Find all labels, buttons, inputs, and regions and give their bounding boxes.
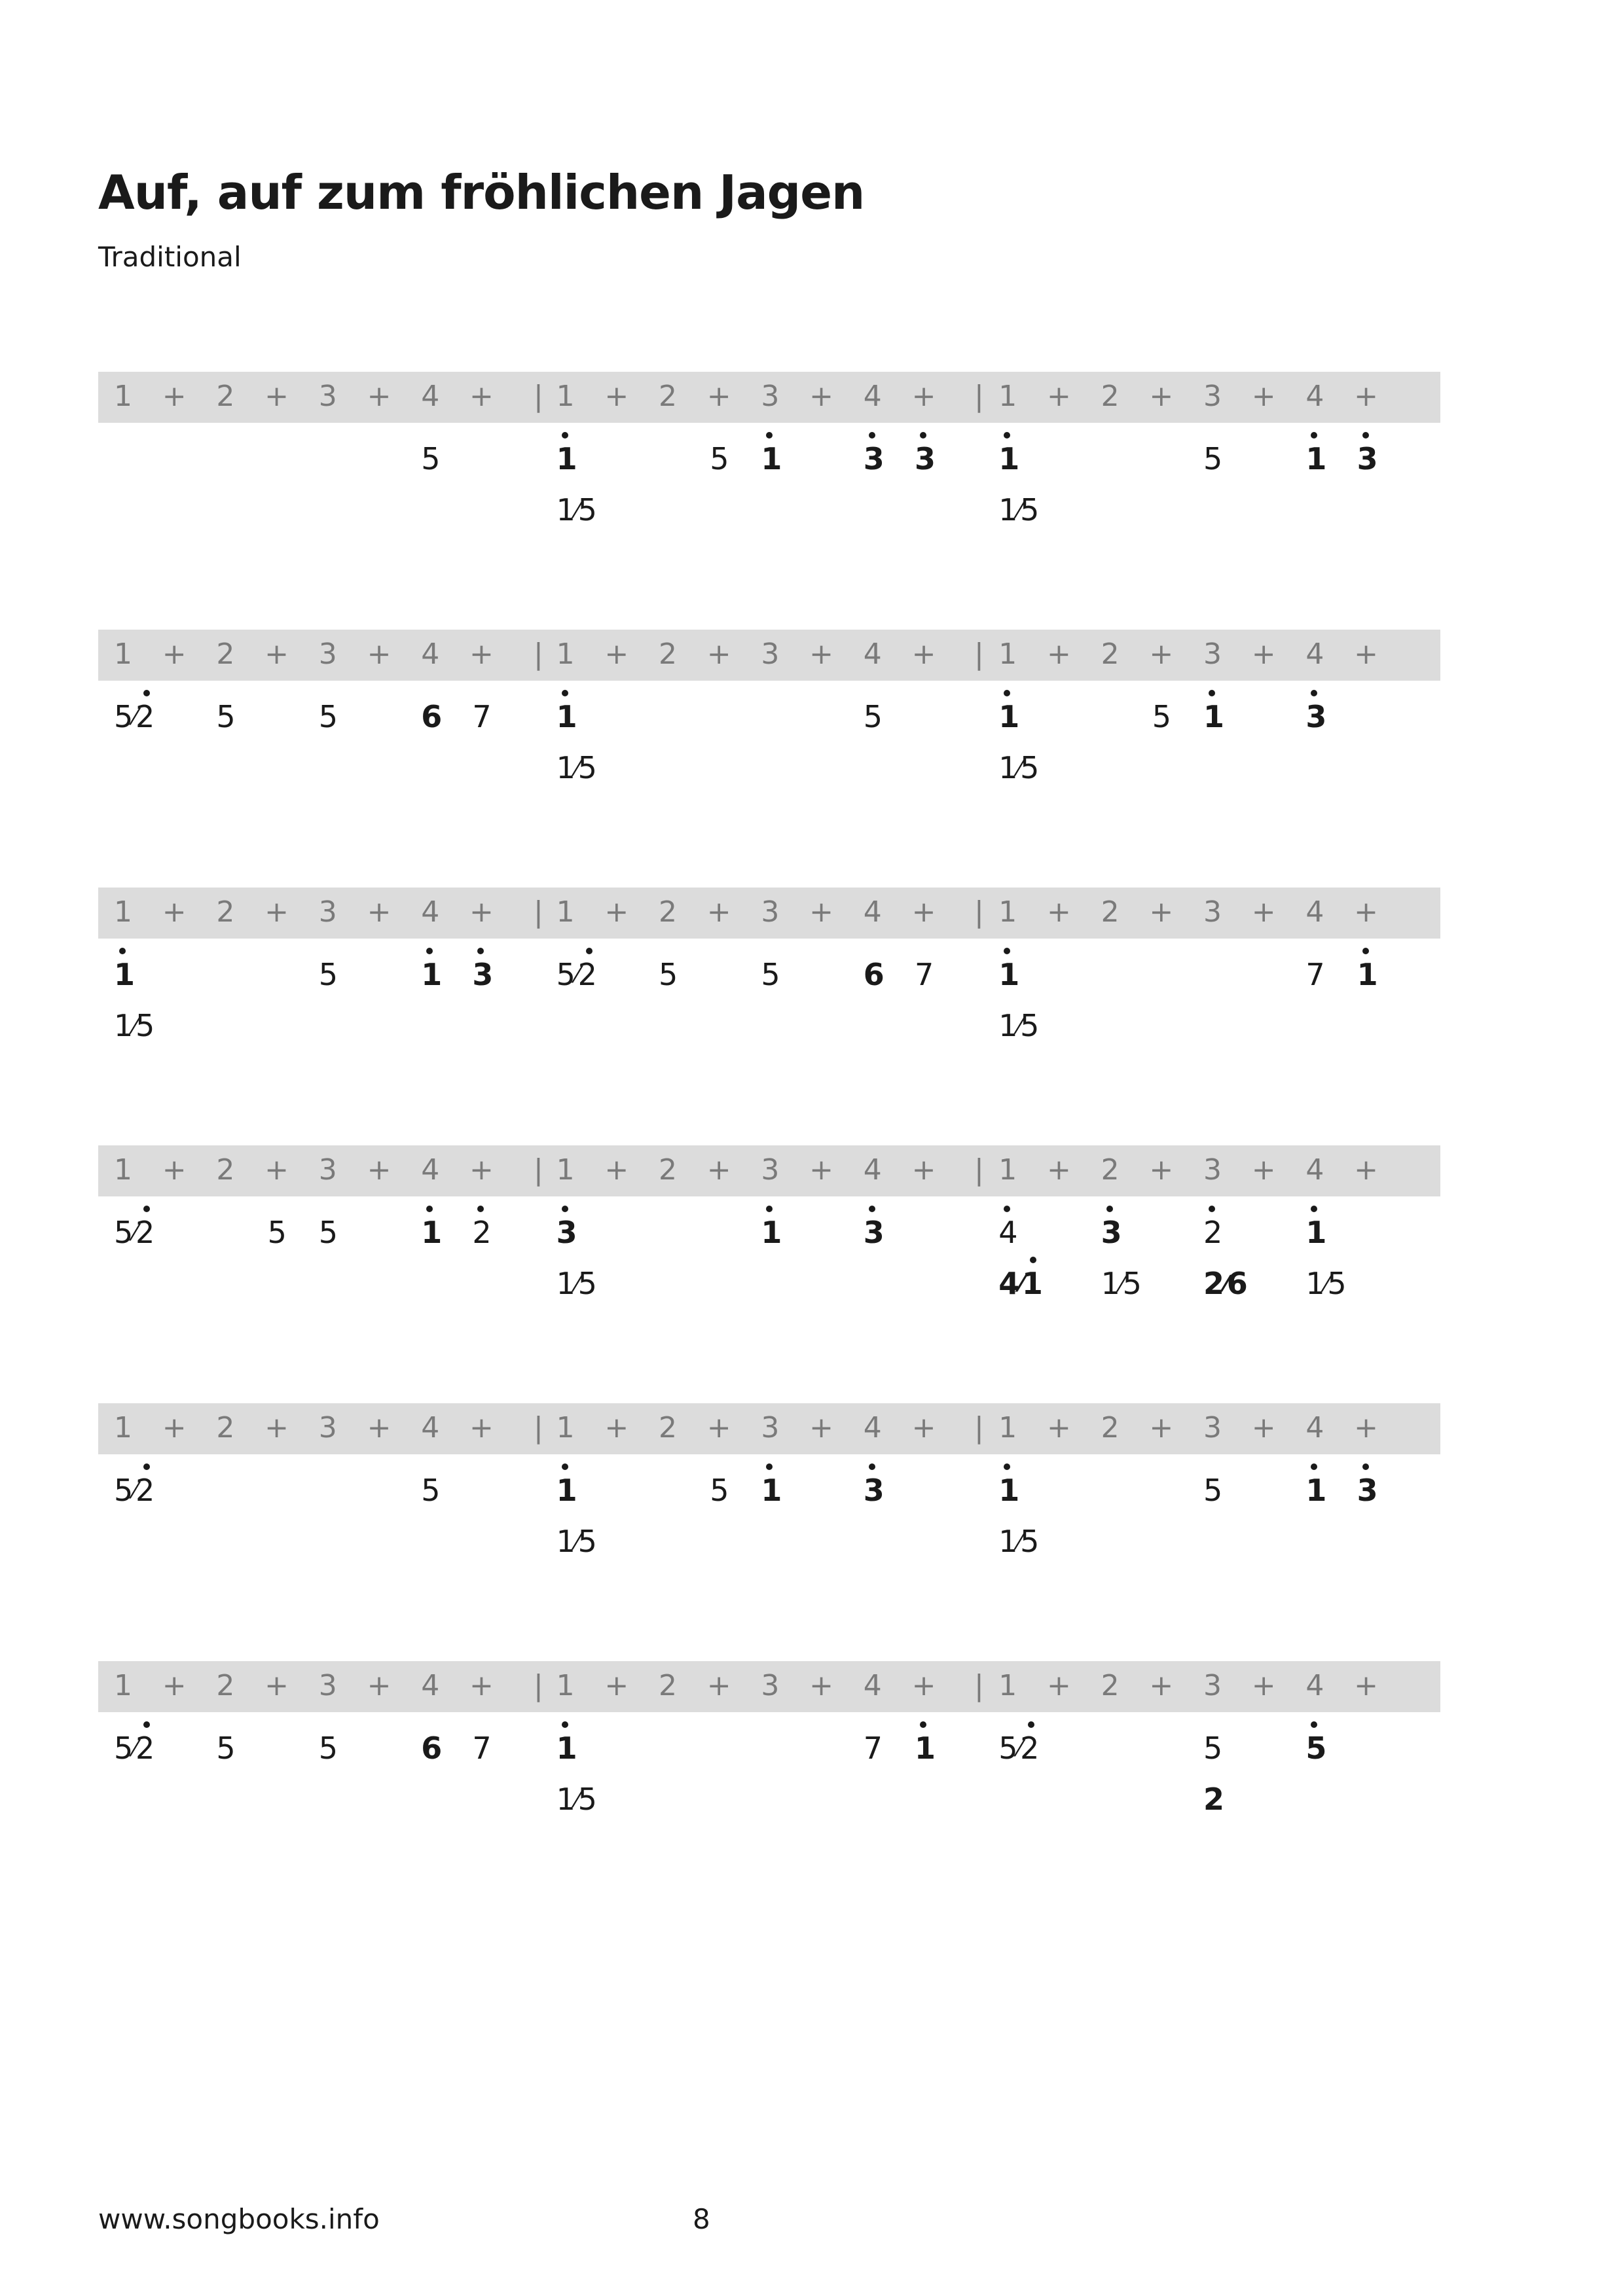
melody-note: 5⁄2	[998, 1733, 1039, 1763]
measure-separator: |	[974, 895, 984, 929]
beat-label: 4	[863, 1153, 882, 1187]
beat-label: +	[1251, 895, 1276, 929]
melody-note: 5	[1203, 1473, 1223, 1508]
octave-dot	[426, 1206, 433, 1212]
beat-label: +	[367, 637, 392, 671]
beat-label: 3	[318, 895, 337, 929]
beat-label: 3	[318, 1669, 337, 1702]
octave-dot	[1004, 1206, 1010, 1212]
octave-dot	[1209, 690, 1215, 696]
melody-note: 1	[761, 444, 782, 474]
beat-label: 2	[1101, 380, 1120, 413]
melody-note: 5	[267, 1215, 287, 1250]
beat-label: 2	[659, 380, 677, 413]
octave-dot	[869, 432, 875, 439]
beat-label: 4	[1305, 1411, 1324, 1444]
beat-label: +	[1046, 1669, 1071, 1702]
octave-dot	[562, 1721, 568, 1728]
beat-label: 2	[216, 637, 235, 671]
melody-note: 1	[556, 444, 577, 474]
octave-dot	[1311, 1721, 1317, 1728]
melody-note: 1	[998, 444, 1019, 474]
beat-label: +	[367, 1669, 392, 1702]
beat-label: +	[162, 1669, 187, 1702]
melody-note: 5	[216, 1731, 236, 1766]
beat-label: +	[367, 1153, 392, 1187]
beat-label: 2	[659, 637, 677, 671]
melody-note: 7	[1305, 957, 1325, 992]
beat-label: 4	[1305, 1153, 1324, 1187]
octave-dot	[1311, 432, 1317, 439]
chord-note: 1⁄5	[998, 1524, 1040, 1559]
chord-note: 1⁄5	[556, 1782, 597, 1817]
melody-note: 5	[1305, 1733, 1326, 1763]
beat-label: 4	[1305, 637, 1324, 671]
beat-label: +	[706, 1153, 731, 1187]
octave-dot	[562, 432, 568, 439]
beat-label: 2	[1101, 1411, 1120, 1444]
beat-label: +	[911, 380, 936, 413]
beat-label: +	[1149, 1153, 1174, 1187]
beat-label: +	[469, 1153, 494, 1187]
beat-label: +	[1354, 380, 1379, 413]
beat-label: +	[1354, 637, 1379, 671]
tab-system	[0, 372, 1623, 555]
beat-label: 4	[421, 637, 440, 671]
beat-label: 1	[998, 1669, 1017, 1702]
beat-label: 2	[659, 895, 677, 929]
beat-label: +	[469, 1411, 494, 1444]
octave-dot	[562, 1463, 568, 1470]
melody-note: 1	[915, 1733, 936, 1763]
melody-note: 1	[761, 1217, 782, 1247]
tab-system	[0, 630, 1623, 813]
melody-note: 1	[1305, 1217, 1326, 1247]
beat-label: +	[1251, 637, 1276, 671]
octave-dot	[1004, 1463, 1010, 1470]
melody-note: 5⁄2	[114, 1217, 155, 1247]
composer-credit: Traditional	[98, 241, 242, 273]
octave-dot	[562, 690, 568, 696]
beat-label: 4	[421, 1153, 440, 1187]
beat-label: +	[809, 1669, 834, 1702]
beat-label: +	[809, 895, 834, 929]
melody-note: 3	[556, 1217, 577, 1247]
beat-label: 2	[216, 1411, 235, 1444]
tab-system	[0, 1661, 1623, 1844]
beat-label: +	[162, 1411, 187, 1444]
melody-note: 5	[318, 699, 338, 734]
beat-label: +	[1046, 380, 1071, 413]
page-number: 8	[693, 2203, 710, 2235]
melody-note: 1	[556, 702, 577, 732]
melody-note: 6	[421, 699, 443, 734]
octave-dot	[1311, 690, 1317, 696]
beat-label: +	[911, 1669, 936, 1702]
melody-note: 7	[915, 957, 934, 992]
beat-label: +	[264, 637, 289, 671]
beat-label: +	[264, 895, 289, 929]
chord-note: 1⁄5	[556, 750, 597, 785]
beat-label: 2	[1101, 637, 1120, 671]
beat-label: +	[264, 1411, 289, 1444]
beat-label: +	[1354, 1669, 1379, 1702]
octave-dot	[920, 432, 926, 439]
beat-label: 4	[421, 1669, 440, 1702]
octave-dot	[1004, 432, 1010, 439]
melody-note: 5	[710, 441, 729, 476]
octave-dot	[477, 1206, 484, 1212]
beat-label: 1	[998, 637, 1017, 671]
measure-separator: |	[974, 1411, 984, 1444]
beat-label: 2	[216, 380, 235, 413]
measure-separator: |	[534, 637, 543, 671]
melody-note: 1	[998, 1475, 1019, 1505]
beat-label: +	[809, 637, 834, 671]
octave-dot	[477, 948, 484, 954]
beat-label: 3	[761, 380, 780, 413]
beat-label: +	[706, 1411, 731, 1444]
melody-note: 1	[1357, 960, 1378, 990]
melody-note: 1	[556, 1475, 577, 1505]
beat-label: +	[911, 637, 936, 671]
beat-label: +	[1251, 1153, 1276, 1187]
beat-label: +	[1354, 1153, 1379, 1187]
beat-label: +	[809, 380, 834, 413]
beat-label: +	[367, 895, 392, 929]
beat-label: 1	[114, 1669, 132, 1702]
beat-label: 4	[863, 895, 882, 929]
melody-note: 6	[863, 957, 884, 992]
beat-label: 2	[659, 1669, 677, 1702]
beat-label: +	[367, 1411, 392, 1444]
melody-note: 2	[472, 1217, 491, 1247]
beat-label: +	[1251, 380, 1276, 413]
melody-note: 4	[998, 1217, 1017, 1247]
melody-note: 6	[421, 1731, 443, 1766]
beat-label: +	[1354, 895, 1379, 929]
melody-note: 7	[472, 1731, 492, 1766]
melody-note: 3	[472, 960, 493, 990]
melody-note: 3	[1305, 702, 1326, 732]
beat-label: +	[469, 380, 494, 413]
octave-dot	[1106, 1206, 1113, 1212]
beat-label: +	[1046, 1153, 1071, 1187]
song-title: Auf, auf zum fröhlichen Jagen	[98, 165, 865, 220]
beat-label: +	[469, 637, 494, 671]
octave-dot	[1311, 1463, 1317, 1470]
octave-dot	[1362, 948, 1369, 954]
beat-label: +	[911, 1153, 936, 1187]
beat-label: 3	[318, 637, 337, 671]
beat-label: +	[1354, 1411, 1379, 1444]
beat-label: +	[604, 1669, 629, 1702]
octave-dot	[766, 1206, 773, 1212]
melody-note: 5	[318, 1731, 338, 1766]
tab-system	[0, 1403, 1623, 1587]
beat-label: +	[1046, 1411, 1071, 1444]
melody-note: 3	[864, 1475, 884, 1505]
melody-note: 3	[915, 444, 936, 474]
chord-note: 1⁄5	[556, 492, 597, 528]
beat-label: 3	[1203, 380, 1222, 413]
tab-system	[0, 888, 1623, 1071]
melody-note: 5	[863, 699, 883, 734]
measure-separator: |	[534, 1411, 543, 1444]
melody-note: 5	[1203, 1731, 1223, 1766]
beat-label: 1	[556, 1411, 575, 1444]
chord-note: 2	[1203, 1782, 1225, 1817]
beat-label: 3	[761, 1411, 780, 1444]
beat-label: 1	[556, 1153, 575, 1187]
octave-dot	[143, 1463, 150, 1470]
measure-separator: |	[974, 637, 984, 671]
beat-label: +	[367, 380, 392, 413]
beat-label: +	[604, 380, 629, 413]
melody-note: 3	[1101, 1217, 1122, 1247]
melody-note: 5	[1203, 441, 1223, 476]
beat-label: 3	[761, 1153, 780, 1187]
beat-label: 4	[421, 1411, 440, 1444]
melody-note: 2	[1203, 1217, 1222, 1247]
beat-label: 3	[1203, 1411, 1222, 1444]
tab-system	[0, 1145, 1623, 1329]
beat-label: +	[469, 1669, 494, 1702]
melody-note: 1	[556, 1733, 577, 1763]
measure-separator: |	[534, 1669, 543, 1702]
measure-separator: |	[974, 1153, 984, 1187]
octave-dot	[766, 432, 773, 439]
beat-label: 4	[1305, 895, 1324, 929]
beat-label: +	[264, 380, 289, 413]
beat-label: 3	[318, 1411, 337, 1444]
chord-note: 1⁄5	[998, 492, 1040, 528]
beat-label: 2	[659, 1411, 677, 1444]
beat-label: +	[706, 895, 731, 929]
chord-note: 1⁄5	[1101, 1266, 1142, 1301]
beat-label: 1	[998, 380, 1017, 413]
measure-separator: |	[534, 895, 543, 929]
beat-label: +	[1046, 895, 1071, 929]
octave-dot	[1028, 1721, 1034, 1728]
octave-dot	[869, 1206, 875, 1212]
chord-note: 1⁄5	[114, 1008, 155, 1043]
octave-dot	[119, 948, 126, 954]
melody-note: 3	[1357, 1475, 1378, 1505]
beat-label: 2	[1101, 1153, 1120, 1187]
octave-dot	[143, 690, 150, 696]
measure-separator: |	[534, 1153, 543, 1187]
melody-note: 5	[318, 957, 338, 992]
beat-label: +	[809, 1153, 834, 1187]
octave-dot	[1004, 948, 1010, 954]
beat-label: 1	[556, 637, 575, 671]
beat-label: 4	[1305, 1669, 1324, 1702]
beat-label: +	[706, 1669, 731, 1702]
melody-note: 1	[1305, 444, 1326, 474]
beat-label: +	[1149, 1411, 1174, 1444]
beat-label: 1	[998, 1411, 1017, 1444]
beat-label: +	[162, 637, 187, 671]
octave-dot	[143, 1206, 150, 1212]
octave-dot	[1362, 432, 1369, 439]
footer-url: www.songbooks.info	[98, 2203, 380, 2235]
chord-note: 1⁄5	[556, 1524, 597, 1559]
measure-separator: |	[974, 380, 984, 413]
beat-label: 4	[863, 380, 882, 413]
melody-note: 1	[421, 960, 442, 990]
melody-note: 1	[761, 1475, 782, 1505]
octave-dot	[766, 1463, 773, 1470]
beat-label: 2	[216, 1153, 235, 1187]
beat-label: 1	[998, 1153, 1017, 1187]
beat-label: 3	[1203, 637, 1222, 671]
beat-label: +	[469, 895, 494, 929]
beat-label: +	[1149, 895, 1174, 929]
beat-label: 3	[761, 637, 780, 671]
chord-note: 1⁄5	[556, 1266, 597, 1301]
beat-label: 4	[863, 637, 882, 671]
chord-note: 1⁄5	[1305, 1266, 1347, 1301]
beat-label: 2	[1101, 895, 1120, 929]
beat-label: 3	[318, 380, 337, 413]
measure-separator: |	[974, 1669, 984, 1702]
measure-separator: |	[534, 380, 543, 413]
beat-label: 1	[114, 1153, 132, 1187]
beat-label: 2	[659, 1153, 677, 1187]
beat-label: 3	[1203, 895, 1222, 929]
melody-note: 1	[1305, 1475, 1326, 1505]
beat-label: 1	[556, 895, 575, 929]
beat-label: +	[1149, 380, 1174, 413]
beat-label: 1	[998, 895, 1017, 929]
melody-note: 5⁄2	[114, 1733, 155, 1763]
chord-note: 2⁄6	[1203, 1266, 1248, 1301]
beat-label: +	[264, 1669, 289, 1702]
beat-label: 2	[216, 1669, 235, 1702]
octave-dot	[1362, 1463, 1369, 1470]
beat-label: 3	[761, 1669, 780, 1702]
beat-label: 4	[1305, 380, 1324, 413]
beat-label: +	[706, 380, 731, 413]
beat-label: 1	[114, 637, 132, 671]
beat-label: 4	[421, 380, 440, 413]
beat-label: +	[809, 1411, 834, 1444]
octave-dot	[1311, 1206, 1317, 1212]
beat-label: +	[1149, 1669, 1174, 1702]
beat-label: 3	[1203, 1153, 1222, 1187]
melody-note: 5	[659, 957, 678, 992]
beat-label: +	[162, 1153, 187, 1187]
melody-note: 7	[863, 1731, 883, 1766]
beat-label: +	[911, 1411, 936, 1444]
melody-note: 5	[421, 441, 441, 476]
melody-note: 5	[1152, 699, 1172, 734]
beat-label: 2	[1101, 1669, 1120, 1702]
beat-label: +	[162, 895, 187, 929]
octave-dot	[586, 948, 593, 954]
melody-note: 3	[1357, 444, 1378, 474]
octave-dot	[1209, 1206, 1215, 1212]
beat-label: +	[1251, 1669, 1276, 1702]
melody-note: 3	[864, 1217, 884, 1247]
beat-label: +	[604, 1153, 629, 1187]
beat-label: 1	[556, 380, 575, 413]
beat-label: +	[1046, 637, 1071, 671]
melody-note: 3	[864, 444, 884, 474]
melody-note: 1	[1203, 702, 1224, 732]
beat-label: +	[604, 637, 629, 671]
melody-note: 1	[998, 702, 1019, 732]
beat-label: 2	[216, 895, 235, 929]
melody-note: 1	[421, 1217, 442, 1247]
melody-note: 5⁄2	[556, 960, 597, 990]
beat-label: 4	[863, 1411, 882, 1444]
beat-label: 3	[761, 895, 780, 929]
beat-label: 1	[556, 1669, 575, 1702]
beat-label: +	[1251, 1411, 1276, 1444]
beat-label: +	[264, 1153, 289, 1187]
beat-label: +	[1149, 637, 1174, 671]
beat-label: +	[706, 637, 731, 671]
melody-note: 5⁄2	[114, 702, 155, 732]
beat-label: +	[911, 895, 936, 929]
beat-label: 1	[114, 1411, 132, 1444]
beat-label: +	[604, 895, 629, 929]
chord-note: 1⁄5	[998, 750, 1040, 785]
octave-dot	[562, 1206, 568, 1212]
melody-note: 7	[472, 699, 492, 734]
beat-label: +	[604, 1411, 629, 1444]
beat-label: 3	[1203, 1669, 1222, 1702]
melody-note: 5	[710, 1473, 729, 1508]
chord-note: 1⁄5	[998, 1008, 1040, 1043]
chord-note: 4⁄1	[998, 1268, 1043, 1299]
beat-label: 1	[114, 895, 132, 929]
melody-note: 1	[998, 960, 1019, 990]
melody-note: 5⁄2	[114, 1475, 155, 1505]
octave-dot	[869, 1463, 875, 1470]
octave-dot	[143, 1721, 150, 1728]
melody-note: 5	[216, 699, 236, 734]
beat-label: 4	[863, 1669, 882, 1702]
octave-dot	[426, 948, 433, 954]
octave-dot	[1030, 1257, 1036, 1263]
melody-note: 5	[761, 957, 780, 992]
octave-dot	[920, 1721, 926, 1728]
octave-dot	[1004, 690, 1010, 696]
beat-label: 1	[114, 380, 132, 413]
beat-label: +	[162, 380, 187, 413]
melody-note: 5	[318, 1215, 338, 1250]
beat-label: 4	[421, 895, 440, 929]
melody-note: 1	[114, 960, 135, 990]
beat-label: 3	[318, 1153, 337, 1187]
melody-note: 5	[421, 1473, 441, 1508]
